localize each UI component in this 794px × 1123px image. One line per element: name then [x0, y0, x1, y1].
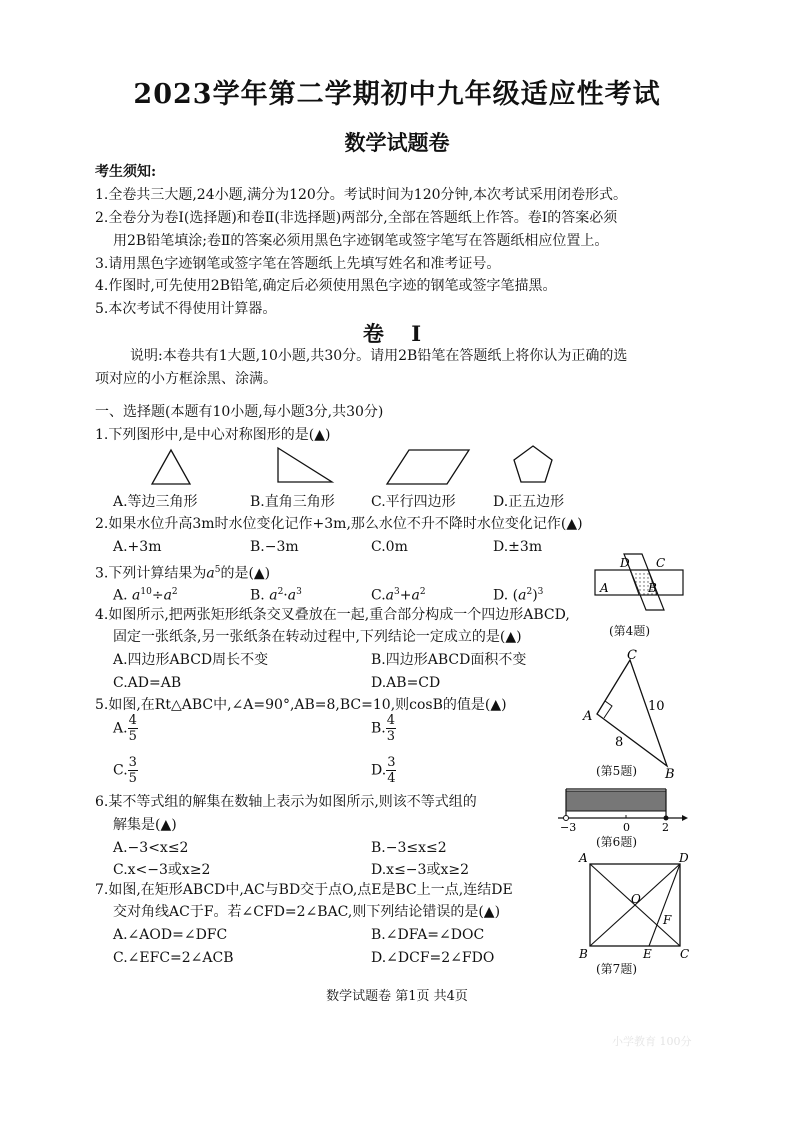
question-7-figure — [577, 852, 689, 964]
question-7-stem: 交对角线AC于F。若∠CFD=2∠BAC,则下列结论错误的是(▲) — [113, 904, 501, 920]
notice-item: 1.全卷共三大题,24小题,满分为120分。考试时间为120分钟,本次考试采用闭卷形式。 — [95, 187, 627, 203]
question-1-option-b: B.直角三角形 — [250, 494, 335, 510]
q6-tick-0: 0 — [623, 821, 630, 834]
notice-heading: 考生须知: — [95, 164, 157, 180]
question-7-option-c: C.∠EFC=2∠ACB — [113, 950, 234, 966]
q6-tick-2: 2 — [662, 821, 669, 834]
q7-label-c: C — [680, 947, 690, 961]
question-5-option-b: B. $\frac{4}{3}$ — [371, 713, 396, 744]
right-triangle-figure — [272, 446, 338, 488]
question-4-option-b: B.四边形ABCD面积不变 — [371, 652, 527, 668]
question-6-option-a: A.−3<x≤2 — [113, 840, 189, 856]
equilateral-triangle-figure — [150, 448, 196, 488]
question-2-option-d: D.±3m — [493, 539, 543, 555]
regular-pentagon-figure — [512, 444, 558, 488]
question-5-option-d: D. $\frac{3}{4}$ — [371, 755, 396, 786]
q7-label-b: B — [579, 947, 588, 961]
notice-item: 5.本次考试不得使用计算器。 — [95, 301, 277, 317]
q7-label-o: O — [631, 892, 641, 906]
q5-side-bc: 10 — [648, 699, 665, 714]
q5-side-ab: 8 — [615, 735, 624, 750]
question-3-stem: 3.下列计算结果为$a^5$的是(▲) — [95, 565, 271, 582]
page-footer: 数学试题卷 第1页 共4页 — [326, 989, 468, 1004]
question-3-option-a: A. $a^{10}\div a^2$ — [113, 587, 178, 604]
q5-label-c: C — [627, 648, 637, 663]
question-2-option-c: C.0m — [371, 539, 408, 555]
question-5-option-a: A. $\frac{4}{5}$ — [113, 713, 137, 744]
question-4-option-d: D.AB=CD — [371, 675, 441, 691]
question-7-option-b: B.∠DFA=∠DOC — [371, 927, 485, 943]
q4-label-a: A — [600, 581, 609, 595]
q4-label-d: D — [620, 556, 630, 570]
exam-title: 2023学年第二学期初中九年级适应性考试 — [133, 79, 661, 110]
question-4-caption: (第4题) — [609, 624, 650, 638]
question-6-caption: (第6题) — [596, 835, 637, 849]
question-5-option-c: C. $\frac{3}{5}$ — [113, 755, 137, 786]
question-2-stem: 2.如果水位升高3m时水位变化记作+3m,那么水位不升不降时水位变化记作(▲) — [95, 516, 583, 532]
question-3-option-b: B. $a^2\cdot a^3$ — [250, 587, 302, 604]
question-4-option-a: A.四边形ABCD周长不变 — [113, 652, 269, 668]
q7-label-f: F — [663, 913, 672, 927]
notice-item: 4.作图时,可先使用2B铅笔,确定后必须使用黑色字迹的钢笔或签字笔描黑。 — [95, 278, 557, 294]
question-3-option-d: D. $(a^2)^3$ — [493, 587, 544, 604]
notice-item: 2.全卷分为卷Ⅰ(选择题)和卷Ⅱ(非选择题)两部分,全部在答题纸上作答。卷Ⅰ的答案必须 — [95, 210, 618, 226]
question-4-stem: 固定一张纸条,另一张纸条在转动过程中,下列结论一定成立的是(▲) — [113, 629, 522, 645]
question-1-option-c: C.平行四边形 — [371, 494, 456, 510]
q4-label-c: C — [656, 556, 666, 570]
question-6-option-b: B.−3≤x≤2 — [371, 840, 447, 856]
question-3-stem-prefix: 3.下列计算结果为 — [95, 565, 207, 582]
notice-item: 3.请用黑色字迹钢笔或签字笔在答题纸上先填写姓名和准考证号。 — [95, 256, 501, 272]
notice-item: 用2B铅笔填涂;卷Ⅱ的答案必须用黑色字迹钢笔或签字笔写在答题纸相应位置上。 — [113, 233, 609, 249]
exam-subtitle: 数学试题卷 — [344, 130, 450, 155]
question-7-caption: (第7题) — [596, 962, 637, 976]
q5-label-b: B — [665, 767, 675, 782]
instruction-line: 项对应的小方框涂黑、涂满。 — [95, 371, 277, 387]
section-heading: 一、选择题(本题有10小题,每小题3分,共30分) — [95, 404, 384, 420]
question-7-stem: 7.如图,在矩形ABCD中,AC与BD交于点O,点E是BC上一点,连结DE — [95, 882, 513, 898]
question-6-number-line — [558, 785, 688, 835]
question-7-option-a: A.∠AOD=∠DFC — [113, 927, 228, 943]
question-2-option-b: B.−3m — [250, 539, 299, 555]
question-5-caption: (第5题) — [596, 764, 637, 778]
question-2-option-a: A.+3m — [113, 539, 162, 555]
question-6-stem: 解集是(▲) — [113, 817, 177, 833]
q5-label-a: A — [583, 709, 593, 724]
watermark: 小学教育 100分 — [612, 1035, 692, 1048]
question-3-stem-suffix: 的是(▲) — [220, 565, 271, 582]
question-1-stem: 1.下列图形中,是中心对称图形的是(▲) — [95, 427, 331, 443]
question-5-stem: 5.如图,在Rt△ABC中,∠A=90°,AB=8,BC=10,则cosB的值是(▲) — [95, 697, 507, 713]
q7-label-d: D — [679, 851, 689, 865]
question-5-figure — [580, 648, 690, 782]
parallelogram-figure — [385, 448, 475, 488]
q7-label-a: A — [579, 851, 588, 865]
question-6-option-d: D.x≤−3或x≥2 — [371, 862, 469, 878]
question-6-option-c: C.x<−3或x≥2 — [113, 862, 211, 878]
question-3-option-c: $C.a^3+a^2$ — [371, 587, 426, 604]
q6-tick-neg3: −3 — [560, 821, 577, 834]
question-4-stem: 4.如图所示,把两张矩形纸条交叉叠放在一起,重合部分构成一个四边形ABCD, — [95, 607, 570, 623]
q4-label-b: B — [648, 581, 657, 595]
instruction-line: 说明:本卷共有1大题,10小题,共30分。请用2B铅笔在答题纸上将你认为正确的选 — [130, 348, 628, 364]
question-7-option-d: D.∠DCF=2∠FDO — [371, 950, 495, 966]
q7-label-e: E — [643, 947, 652, 961]
volume-heading: 卷 Ⅰ — [362, 321, 432, 346]
question-4-option-c: C.AD=AB — [113, 675, 182, 691]
question-6-stem: 6.某不等式组的解集在数轴上表示为如图所示,则该不等式组的 — [95, 794, 477, 810]
question-1-option-a: A.等边三角形 — [113, 494, 198, 510]
question-1-option-d: D.正五边形 — [493, 494, 565, 510]
question-4-figure — [590, 552, 690, 632]
